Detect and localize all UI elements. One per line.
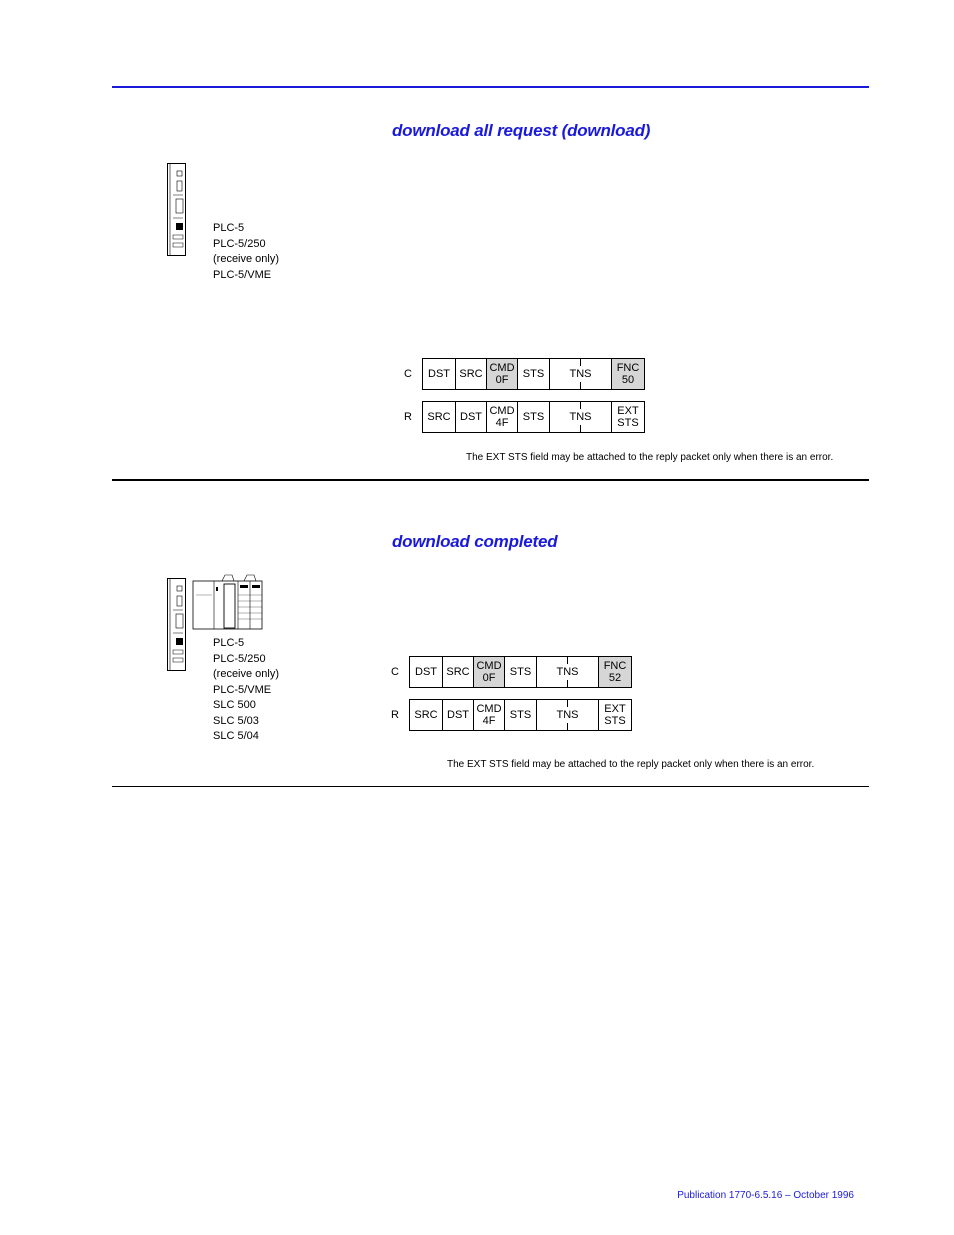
command-row-label: C	[391, 666, 399, 678]
ext-sts-note: The EXT STS field may be attached to the reply packet only when there is an error.	[447, 759, 815, 770]
packet-field-dst: DST	[415, 665, 437, 678]
packet-field-fnc: FNC 50	[611, 359, 644, 389]
command-packet-download-completed	[409, 656, 632, 688]
reply-row-label: R	[404, 411, 412, 423]
packet-field-dst: DST	[428, 367, 450, 380]
device-item: PLC-5/250	[213, 652, 266, 665]
packet-field-cmd: CMD 4F	[473, 700, 504, 730]
device-item: SLC 5/03	[213, 714, 259, 727]
packet-field-fnc: FNC 52	[598, 657, 631, 687]
packet-field-ext-sts: EXT STS	[611, 402, 644, 432]
device-item: (receive only)	[213, 253, 280, 265]
device-item: PLC-5	[213, 222, 245, 234]
device-list-download-all	[213, 221, 279, 283]
command-packet-download-all	[422, 358, 645, 390]
packet-field-sts: STS	[504, 700, 536, 730]
packet-field-ext-sts: EXT STS	[598, 700, 631, 730]
reply-row-label: R	[391, 709, 399, 721]
packet-field-tns: TNS	[536, 657, 598, 687]
section-title-download-all: download all request (download)	[392, 121, 651, 140]
section-title-download-completed: download completed	[392, 532, 558, 551]
slc-chassis-icon	[192, 573, 264, 631]
command-row-label: C	[404, 368, 412, 380]
device-item: (receive only)	[213, 668, 280, 680]
device-item: SLC 5/04	[213, 730, 259, 742]
packet-field-tns: TNS	[536, 700, 598, 730]
plc5-module-icon	[167, 163, 187, 256]
packet-field-sts: STS	[504, 657, 536, 687]
packet-field-cmd: CMD 4F	[486, 402, 517, 432]
packet-field-tns: TNS	[549, 359, 611, 389]
reply-packet-download-all	[422, 401, 645, 433]
device-item: SLC 500	[213, 699, 256, 711]
device-item: PLC-5/VME	[213, 268, 272, 281]
section-divider	[112, 479, 869, 481]
packet-field-src: SRC	[414, 708, 438, 721]
packet-field-dst: DST	[442, 700, 473, 730]
packet-field-cmd: CMD 0F	[473, 657, 504, 687]
plc5-module-icon	[167, 578, 187, 671]
packet-field-cmd: CMD 0F	[486, 359, 517, 389]
ext-sts-note: The EXT STS field may be attached to the reply packet only when there is an error.	[466, 452, 834, 463]
device-item: PLC-5	[213, 637, 245, 649]
packet-field-tns: TNS	[549, 402, 611, 432]
packet-field-src: SRC	[442, 657, 473, 687]
bottom-rule	[112, 786, 869, 787]
top-rule	[112, 86, 869, 88]
packet-field-sts: STS	[517, 359, 549, 389]
reply-packet-download-completed	[409, 699, 632, 731]
packet-field-dst: DST	[455, 402, 486, 432]
device-item: PLC-5/250	[213, 237, 266, 250]
packet-field-sts: STS	[517, 402, 549, 432]
packet-field-src: SRC	[427, 410, 451, 423]
packet-field-src: SRC	[455, 359, 486, 389]
device-list-download-completed	[213, 636, 279, 745]
device-item: PLC-5/VME	[213, 683, 272, 696]
publication-footer: Publication 1770-6.5.16 – October 1996	[677, 1190, 854, 1201]
